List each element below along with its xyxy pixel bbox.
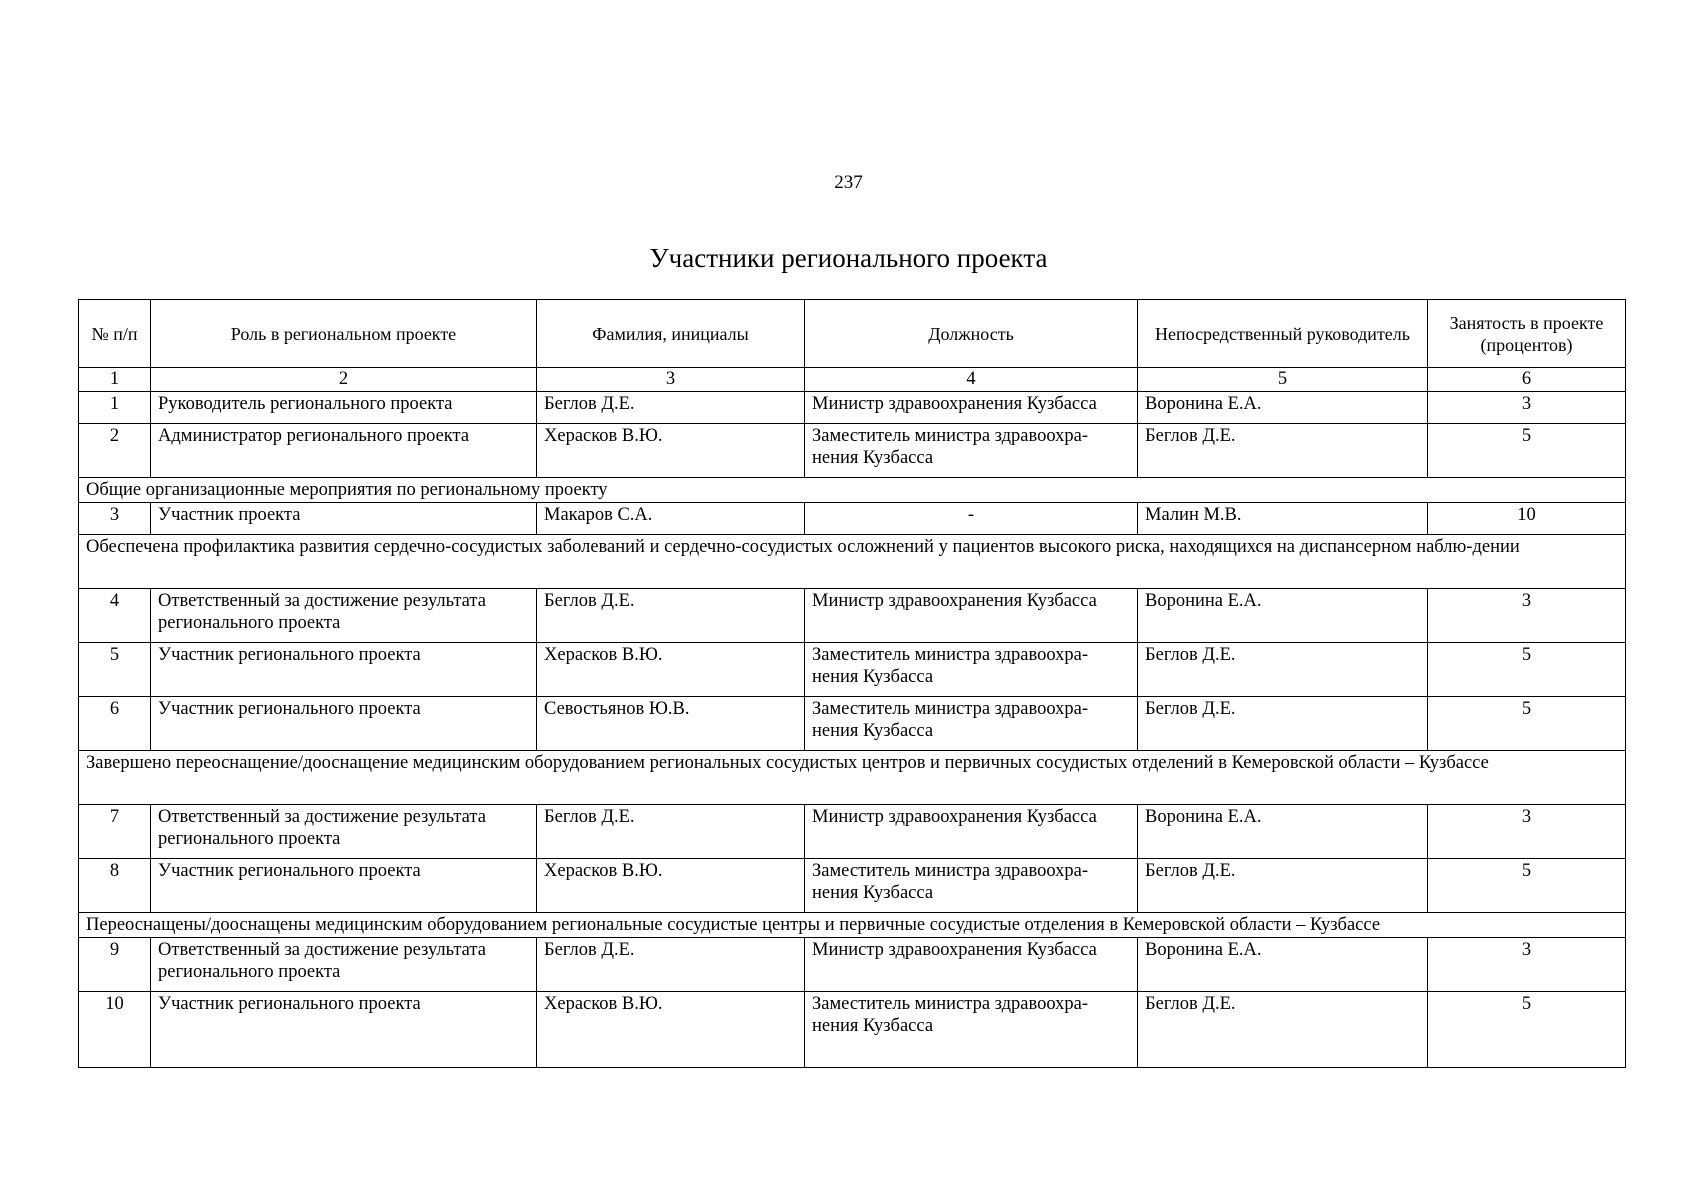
section-row bbox=[79, 913, 1626, 938]
row-position: Министр здравоохранения Кузбасса bbox=[805, 805, 1138, 859]
row-position: Министр здравоохранения Кузбасса bbox=[805, 589, 1138, 643]
row-position: Заместитель министра здравоохра-нения Кузбасса bbox=[805, 643, 1138, 697]
table-row bbox=[79, 805, 1626, 859]
table-row bbox=[79, 697, 1626, 751]
row-position: Заместитель министра здравоохра-нения Кузбасса bbox=[805, 697, 1138, 751]
row-name: Беглов Д.Е. bbox=[537, 805, 805, 859]
row-employment: 10 bbox=[1428, 503, 1626, 535]
row-name: Севостьянов Ю.В. bbox=[537, 697, 805, 751]
row-number: 1 bbox=[79, 392, 151, 424]
column-number: 5 bbox=[1138, 368, 1428, 392]
row-role: Участник регионального проекта bbox=[151, 859, 537, 913]
row-number: 9 bbox=[79, 938, 151, 992]
row-role: Ответственный за достижение результата регионального проекта bbox=[151, 589, 537, 643]
row-manager: Беглов Д.Е. bbox=[1138, 992, 1428, 1068]
row-manager: Воронина Е.А. bbox=[1138, 589, 1428, 643]
table-row bbox=[79, 503, 1626, 535]
row-role: Ответственный за достижение результата регионального проекта bbox=[151, 938, 537, 992]
row-number: 6 bbox=[79, 697, 151, 751]
column-number: 6 bbox=[1428, 368, 1626, 392]
row-manager: Воронина Е.А. bbox=[1138, 938, 1428, 992]
row-position: Министр здравоохранения Кузбасса bbox=[805, 392, 1138, 424]
table-row bbox=[79, 643, 1626, 697]
row-employment: 3 bbox=[1428, 589, 1626, 643]
column-number: 2 bbox=[151, 368, 537, 392]
row-number: 5 bbox=[79, 643, 151, 697]
row-number: 8 bbox=[79, 859, 151, 913]
row-position: Заместитель министра здравоохра-нения Кузбасса bbox=[805, 859, 1138, 913]
page-title: Участники регионального проекта bbox=[649, 243, 1048, 273]
row-employment: 3 bbox=[1428, 805, 1626, 859]
row-manager: Беглов Д.Е. bbox=[1138, 424, 1428, 478]
row-employment: 5 bbox=[1428, 992, 1626, 1068]
section-title: Переоснащены/дооснащены медицинским оборудованием региональные сосудистые центры и первичные сосудистые отделения в Кемеровской области – Кузбассе bbox=[79, 913, 1626, 938]
row-name: Беглов Д.Е. bbox=[537, 589, 805, 643]
row-employment: 3 bbox=[1428, 938, 1626, 992]
row-number: 3 bbox=[79, 503, 151, 535]
header-number: № п/п bbox=[79, 300, 151, 368]
row-number: 4 bbox=[79, 589, 151, 643]
section-title: Обеспечена профилактика развития сердечно-сосудистых заболеваний и сердечно-сосудистых осложнений у пациентов высокого риска, находящихся на диспансерном наблю-дении bbox=[79, 535, 1626, 589]
row-role: Участник регионального проекта bbox=[151, 643, 537, 697]
row-manager: Беглов Д.Е. bbox=[1138, 697, 1428, 751]
header-role: Роль в региональном проекте bbox=[151, 300, 537, 368]
row-manager: Беглов Д.Е. bbox=[1138, 859, 1428, 913]
row-name: Беглов Д.Е. bbox=[537, 392, 805, 424]
column-number: 4 bbox=[805, 368, 1138, 392]
table-row bbox=[79, 589, 1626, 643]
section-row bbox=[79, 751, 1626, 805]
section-title: Общие организационные мероприятия по региональному проекту bbox=[79, 478, 1626, 503]
participants-table bbox=[78, 299, 1626, 1068]
row-position: - bbox=[805, 503, 1138, 535]
table-row bbox=[79, 424, 1626, 478]
header-name: Фамилия, инициалы bbox=[537, 300, 805, 368]
row-position: Заместитель министра здравоохра-нения Кузбасса bbox=[805, 424, 1138, 478]
table-header-row bbox=[79, 300, 1626, 368]
row-position: Заместитель министра здравоохра-нения Кузбасса bbox=[805, 992, 1138, 1068]
table-row bbox=[79, 392, 1626, 424]
table-row bbox=[79, 938, 1626, 992]
row-name: Беглов Д.Е. bbox=[537, 938, 805, 992]
section-row bbox=[79, 535, 1626, 589]
row-employment: 5 bbox=[1428, 859, 1626, 913]
row-role: Участник регионального проекта bbox=[151, 992, 537, 1068]
row-position: Министр здравоохранения Кузбасса bbox=[805, 938, 1138, 992]
section-title: Завершено переоснащение/дооснащение медицинским оборудованием региональных сосудистых центров и первичных сосудистых отделений в Кемеровской области – Кузбассе bbox=[79, 751, 1626, 805]
section-row bbox=[79, 478, 1626, 503]
row-employment: 5 bbox=[1428, 643, 1626, 697]
row-employment: 3 bbox=[1428, 392, 1626, 424]
column-number: 1 bbox=[79, 368, 151, 392]
row-number: 10 bbox=[79, 992, 151, 1068]
table-row bbox=[79, 992, 1626, 1068]
row-name: Херасков В.Ю. bbox=[537, 992, 805, 1068]
row-role: Участник регионального проекта bbox=[151, 697, 537, 751]
row-number: 2 bbox=[79, 424, 151, 478]
row-name: Херасков В.Ю. bbox=[537, 859, 805, 913]
row-employment: 5 bbox=[1428, 697, 1626, 751]
header-position: Должность bbox=[805, 300, 1138, 368]
row-name: Макаров С.А. bbox=[537, 503, 805, 535]
row-role: Ответственный за достижение результата регионального проекта bbox=[151, 805, 537, 859]
row-manager: Беглов Д.Е. bbox=[1138, 643, 1428, 697]
row-name: Херасков В.Ю. bbox=[537, 643, 805, 697]
column-number-row bbox=[79, 368, 1626, 392]
header-manager: Непосредственный руководитель bbox=[1138, 300, 1428, 368]
row-manager: Малин М.В. bbox=[1138, 503, 1428, 535]
row-manager: Воронина Е.А. bbox=[1138, 392, 1428, 424]
row-manager: Воронина Е.А. bbox=[1138, 805, 1428, 859]
column-number: 3 bbox=[537, 368, 805, 392]
row-role: Участник проекта bbox=[151, 503, 537, 535]
row-role: Администратор регионального проекта bbox=[151, 424, 537, 478]
row-name: Херасков В.Ю. bbox=[537, 424, 805, 478]
header-employment: Занятость в проекте (процентов) bbox=[1428, 300, 1626, 368]
row-number: 7 bbox=[79, 805, 151, 859]
row-role: Руководитель регионального проекта bbox=[151, 392, 537, 424]
row-employment: 5 bbox=[1428, 424, 1626, 478]
page-number: 237 bbox=[834, 172, 863, 193]
table-row bbox=[79, 859, 1626, 913]
